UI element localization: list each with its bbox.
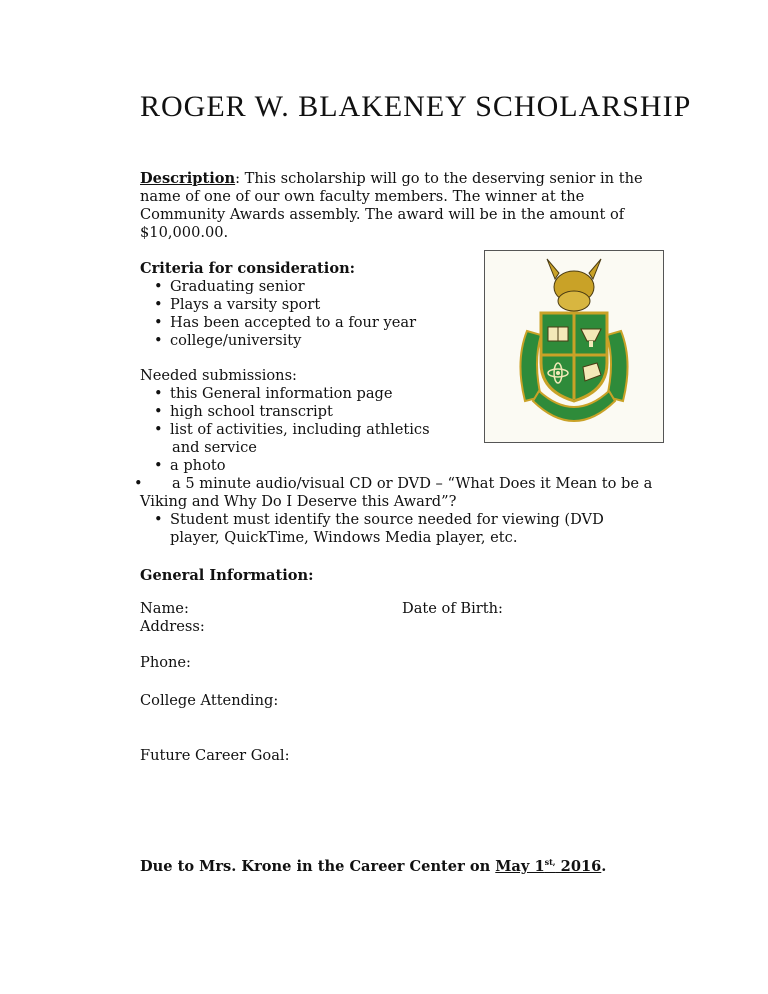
- criteria-item: • Graduating senior: [152, 278, 500, 296]
- general-info-heading: General Information:: [140, 567, 314, 584]
- needed-item: [152, 511, 670, 547]
- needed-item-line: • list of activities, including athletics: [170, 421, 430, 438]
- criteria-heading: Criteria for consideration:: [140, 260, 356, 277]
- due-date: [495, 858, 601, 875]
- phone-field-label: Phone:: [140, 654, 191, 671]
- criteria-item: • Has been accepted to a four year: [152, 314, 500, 332]
- needed-item: • a photo: [152, 457, 670, 475]
- needed-list-outer: [140, 475, 670, 511]
- needed-item: [152, 421, 670, 457]
- criteria-item: • Plays a varsity sport: [152, 296, 500, 314]
- due-date-notice: [140, 853, 606, 876]
- due-date-sup: st,: [544, 857, 556, 867]
- needed-item-line: • a 5 minute audio/visual CD or DVD – “What Does it Mean to be a: [172, 475, 653, 492]
- college-field-label: College Attending:: [140, 692, 279, 709]
- criteria-section: [140, 260, 500, 350]
- needed-item: • this General information page: [152, 385, 670, 403]
- due-year: 2016: [555, 858, 602, 875]
- due-date-main: May 1: [495, 858, 545, 875]
- needed-item-line: and service: [172, 439, 257, 456]
- needed-submissions-section: [140, 367, 670, 547]
- address-field-label: Address:: [140, 618, 205, 635]
- needed-list: [152, 385, 670, 475]
- dob-field-label: Date of Birth:: [402, 600, 503, 617]
- career-field-label: Future Career Goal:: [140, 747, 290, 764]
- needed-item: • high school transcript: [152, 403, 670, 421]
- page-title: ROGER W. BLAKENEY SCHOLARSHIP: [140, 90, 692, 123]
- needed-item-line: Viking and Why Do I Deserve this Award”?: [140, 493, 457, 510]
- needed-list: [152, 511, 670, 547]
- needed-heading: Needed submissions:: [140, 367, 297, 384]
- needed-item-line: • Student must identify the source needed for viewing (DVD: [170, 511, 604, 528]
- criteria-item: • college/university: [152, 332, 500, 350]
- due-suffix: .: [601, 858, 607, 875]
- description-label: Description: [140, 170, 236, 187]
- due-prefix: Due to Mrs. Krone in the Career Center on: [140, 858, 496, 875]
- needed-item-line: player, QuickTime, Windows Media player, etc.: [170, 529, 518, 546]
- needed-item: [137, 475, 670, 511]
- criteria-list: [152, 278, 500, 350]
- description-paragraph: [140, 170, 660, 242]
- name-field-label: Name:: [140, 600, 189, 617]
- description-text: : This scholarship will go to the deserving senior in the name of one of our own faculty members. The winner at the Community Awards assembly. The award will be in the amount of $10,000.00.: [140, 170, 643, 241]
